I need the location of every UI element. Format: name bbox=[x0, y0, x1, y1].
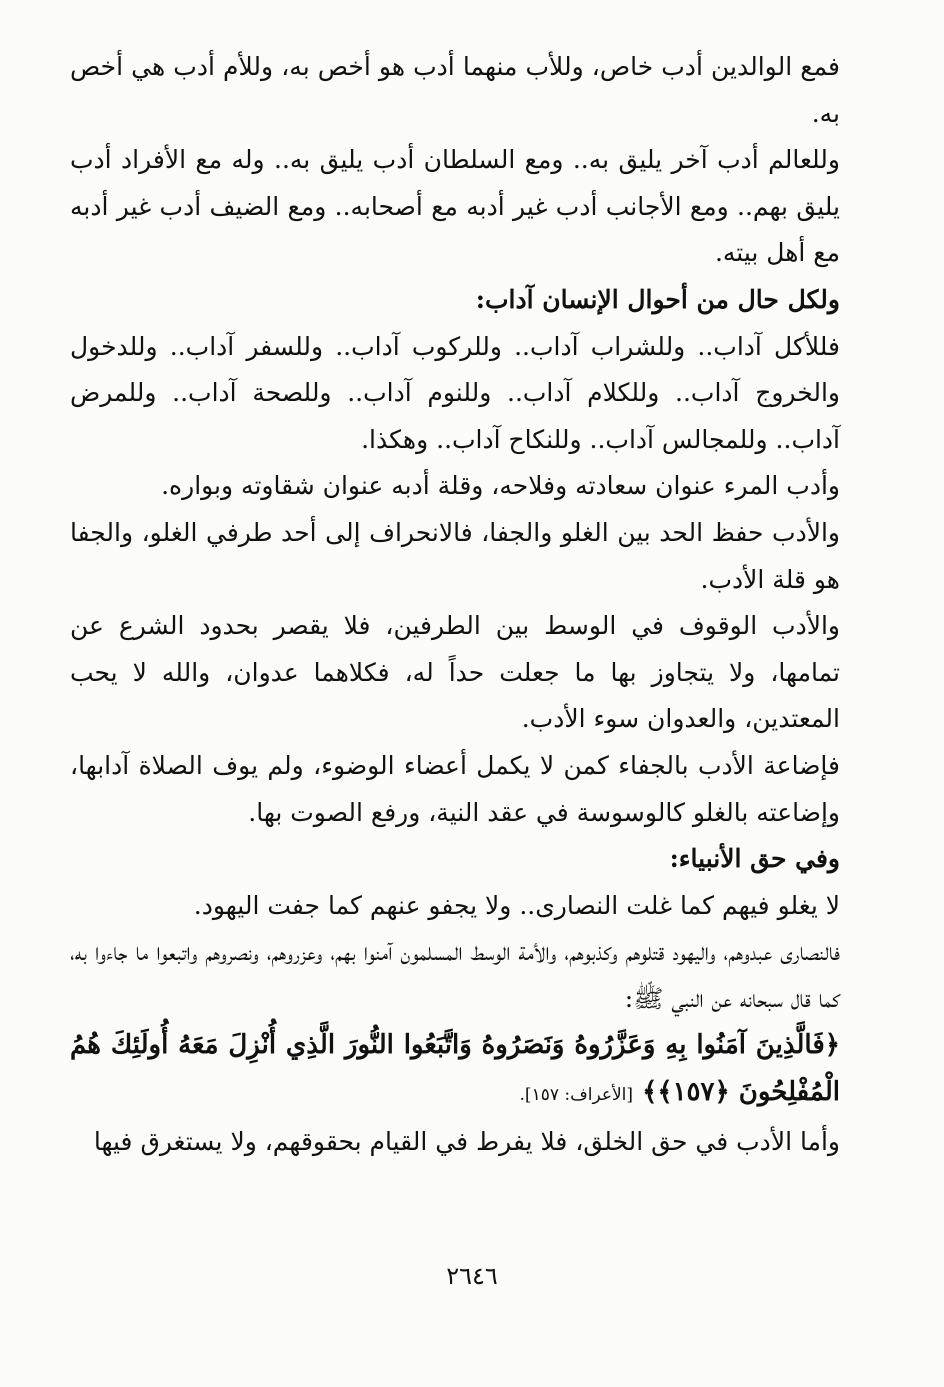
paragraph-adab-middle: والأدب الوقوف في الوسط بين الطرفين، فلا يقصر بحدود الشرع عن تمامها، ولا يتجاوز بها ما جعلت حداً له، فكلاهما عدوان، والله لا يحب المعتدين، والعدوان سوء الأدب. bbox=[70, 611, 840, 734]
quran-verse bbox=[70, 1022, 840, 1118]
paragraph-creation-adab: وأما الأدب في حق الخلق، فلا يفرط في القيام بحقوقهم، ولا يستغرق فيها bbox=[93, 1126, 840, 1156]
page-number: ٢٦٤٦ bbox=[446, 1262, 498, 1290]
paragraph-no-excess: لا يغلو فيهم كما غلت النصارى.. ولا يجفو عنهم كما جفت اليهود. bbox=[193, 890, 840, 920]
paragraph-adab-list: فللأكل آداب.. وللشراب آداب.. وللركوب آداب.. وللسفر آداب.. وللدخول والخروج آداب.. وللكلام آداب.. وللنوم آداب.. وللصحة آداب.. وللمرض آداب.. وللمجالس آداب.. وللنكاح آداب.. وهكذا. bbox=[70, 331, 840, 454]
paragraph-parents-adab: فمع الوالدين أدب خاص، وللأب منهما أدب هو أخص به، وللأم أدب هي أخص به. bbox=[70, 52, 840, 128]
quran-reference: [الأعراف: ١٥٧]. bbox=[519, 1085, 634, 1106]
heading-human-states: ولكل حال من أحوال الإنسان آداب: bbox=[475, 284, 840, 314]
heading-prophets: وفي حق الأنبياء: bbox=[669, 844, 840, 874]
paragraph-adab-loss: فإضاعة الأدب بالجفاء كمن لا يكمل أعضاء الوضوء، ولم يوف الصلاة آدابها، وإضاعته بالغلو كالوسوسة في عقد النية، ورفع الصوت بها. bbox=[70, 750, 840, 827]
paragraph-nations: فالنصارى عبدوهم، واليهود قتلوهم وكذبوهم، والأمة الوسط المسلمون آمنوا بهم، وعزروهم، ونصروهم واتبعوا ما جاءوا به، كما قال سبحانه عن النبي ﷺ: bbox=[70, 937, 840, 1013]
page-body bbox=[70, 44, 840, 1165]
quran-verse-text: ﴿فَالَّذِينَ آمَنُوا بِهِ وَعَزَّرُوهُ وَنَصَرُوهُ وَاتَّبَعُوا النُّورَ الَّذِي أُنْزِلَ مَعَهُ أُولَئِكَ هُمُ الْمُفْلِحُونَ ﴿١٥٧﴾﴾ bbox=[70, 1030, 840, 1108]
paragraph-adab-title: وأدب المرء عنوان سعادته وفلاحه، وقلة أدبه عنوان شقاوته وبواره. bbox=[161, 471, 840, 501]
paragraph-adab-limits: والأدب حفظ الحد بين الغلو والجفا، فالانحراف إلى أحد طرفي الغلو، والجفا هو قلة الأدب. bbox=[70, 517, 840, 594]
paragraph-scholar-adab: وللعالم أدب آخر يليق به.. ومع السلطان أدب يليق به.. وله مع الأفراد أدب يليق بهم.. ومع الأجانب أدب غير أدبه مع أصحابه.. ومع الضيف أدب غير أدبه مع أهل بيته. bbox=[70, 145, 840, 268]
